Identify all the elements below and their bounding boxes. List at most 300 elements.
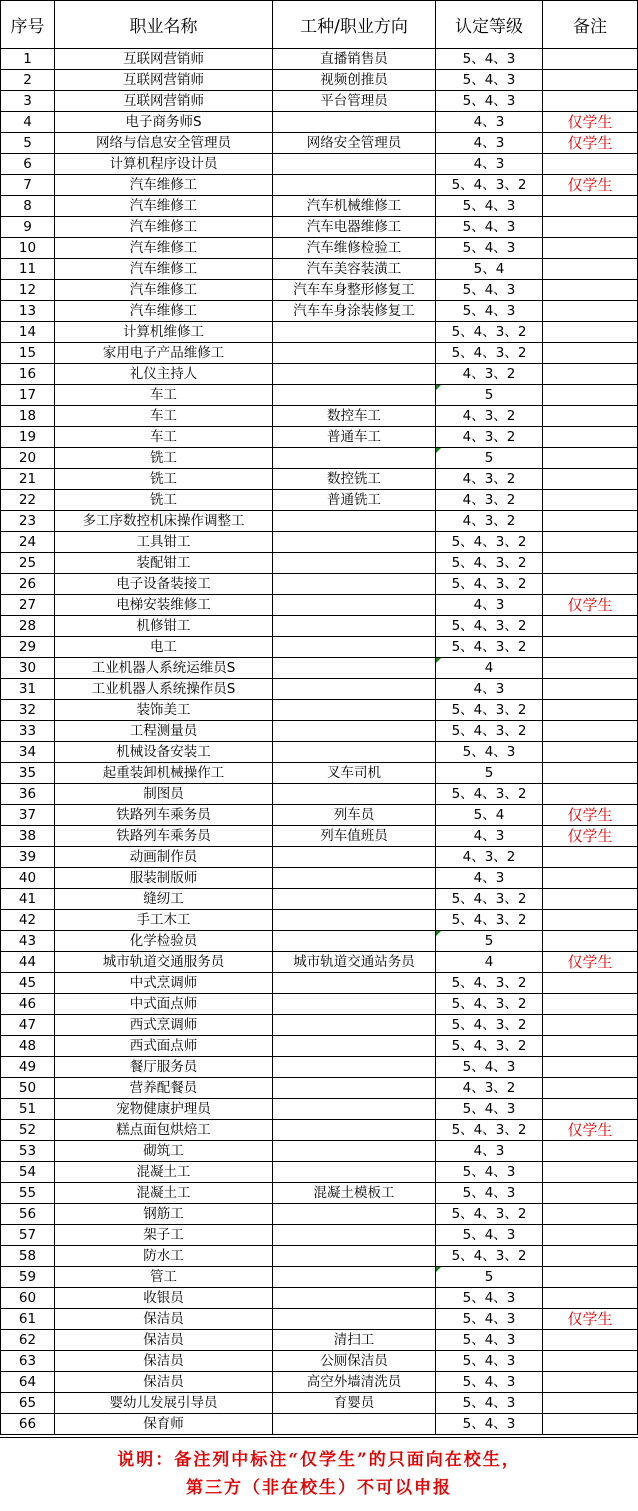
cell-index: 44 [1, 952, 55, 973]
cell-index: 29 [1, 637, 55, 658]
cell-level: 5、4、3、2 [436, 574, 543, 595]
cell-occupation: 混凝土工 [55, 1183, 273, 1204]
cell-direction [273, 700, 436, 721]
cell-direction: 汽车维修检验工 [273, 238, 436, 259]
cell-direction [273, 973, 436, 994]
table-row [1, 910, 638, 931]
cell-level: 5、4、3 [436, 1393, 543, 1414]
cell-direction [273, 847, 436, 868]
cell-note [543, 574, 638, 595]
cell-index: 48 [1, 1036, 55, 1057]
table-row [1, 994, 638, 1015]
cell-level: 5、4、3、2 [436, 322, 543, 343]
cell-level: 5、4 [436, 805, 543, 826]
table-row [1, 1183, 638, 1204]
cell-direction [273, 910, 436, 931]
cell-note [543, 469, 638, 490]
cell-note [543, 616, 638, 637]
cell-index: 16 [1, 364, 55, 385]
cell-direction [273, 385, 436, 406]
header-level: 认定等级 [436, 1, 543, 49]
table-row [1, 427, 638, 448]
cell-occupation: 机修钳工 [55, 616, 273, 637]
cell-occupation: 西式面点师 [55, 1036, 273, 1057]
cell-index: 52 [1, 1120, 55, 1141]
cell-occupation: 铁路列车乘务员 [55, 805, 273, 826]
cell-occupation: 电子设备装接工 [55, 574, 273, 595]
cell-occupation: 铣工 [55, 448, 273, 469]
cell-occupation: 车工 [55, 406, 273, 427]
cell-occupation: 工具钳工 [55, 532, 273, 553]
cell-index: 3 [1, 91, 55, 112]
cell-level: 4、3 [436, 595, 543, 616]
table-row [1, 1414, 638, 1435]
cell-direction [273, 994, 436, 1015]
table-row [1, 679, 638, 700]
cell-note [543, 1246, 638, 1267]
cell-level: 5、4、3、2 [436, 1036, 543, 1057]
cell-level: 5、4、3 [436, 1057, 543, 1078]
cell-occupation: 汽车维修工 [55, 280, 273, 301]
cell-direction [273, 595, 436, 616]
cell-level: 5、4、3 [436, 1183, 543, 1204]
cell-level: 4、3、2 [436, 469, 543, 490]
cell-index: 26 [1, 574, 55, 595]
cell-note [543, 1372, 638, 1393]
table-row [1, 1099, 638, 1120]
cell-occupation: 铣工 [55, 469, 273, 490]
cell-occupation: 砌筑工 [55, 1141, 273, 1162]
cell-note [543, 1288, 638, 1309]
cell-occupation: 中式面点师 [55, 994, 273, 1015]
table-row [1, 322, 638, 343]
cell-level: 5 [436, 385, 543, 406]
table-row [1, 1393, 638, 1414]
cell-level: 4 [436, 952, 543, 973]
table-row [1, 1057, 638, 1078]
cell-level: 4、3、2 [436, 511, 543, 532]
table-row [1, 175, 638, 196]
cell-direction [273, 532, 436, 553]
cell-occupation: 手工木工 [55, 910, 273, 931]
table-row [1, 112, 638, 133]
cell-note: 仅学生 [543, 112, 638, 133]
table-row [1, 133, 638, 154]
cell-level: 5、4、3、2 [436, 532, 543, 553]
cell-direction [273, 1015, 436, 1036]
table-row [1, 847, 638, 868]
cell-level: 4、3 [436, 154, 543, 175]
table-row [1, 532, 638, 553]
cell-note [543, 154, 638, 175]
cell-occupation: 汽车维修工 [55, 196, 273, 217]
table-row [1, 1246, 638, 1267]
cell-occupation: 制图员 [55, 784, 273, 805]
cell-direction: 普通铣工 [273, 490, 436, 511]
cell-index: 2 [1, 70, 55, 91]
cell-level: 5 [436, 763, 543, 784]
cell-level: 4、3 [436, 868, 543, 889]
cell-level: 4、3、2 [436, 847, 543, 868]
cell-occupation: 保洁员 [55, 1309, 273, 1330]
cell-occupation: 糕点面包烘焙工 [55, 1120, 273, 1141]
cell-direction [273, 1162, 436, 1183]
cell-direction [273, 679, 436, 700]
header-index: 序号 [1, 1, 55, 49]
cell-note [543, 343, 638, 364]
cell-direction: 汽车车身涂装修复工 [273, 301, 436, 322]
table-row [1, 658, 638, 679]
cell-note [543, 700, 638, 721]
cell-index: 18 [1, 406, 55, 427]
cell-level: 5、4、3、2 [436, 784, 543, 805]
table-row [1, 616, 638, 637]
cell-index: 49 [1, 1057, 55, 1078]
cell-index: 10 [1, 238, 55, 259]
cell-occupation: 化学检验员 [55, 931, 273, 952]
cell-note [543, 889, 638, 910]
cell-note: 仅学生 [543, 805, 638, 826]
cell-level: 5、4、3、2 [436, 637, 543, 658]
table-row [1, 637, 638, 658]
cell-direction [273, 553, 436, 574]
cell-note [543, 553, 638, 574]
cell-direction: 汽车美容装潢工 [273, 259, 436, 280]
cell-level: 5、4、3 [436, 217, 543, 238]
cell-note [543, 91, 638, 112]
cell-direction: 平台管理员 [273, 91, 436, 112]
cell-index: 13 [1, 301, 55, 322]
cell-level: 5、4、3、2 [436, 553, 543, 574]
cell-occupation: 工业机器人系统运维员S [55, 658, 273, 679]
cell-index: 22 [1, 490, 55, 511]
cell-note [543, 427, 638, 448]
cell-direction [273, 1414, 436, 1435]
cell-note [543, 49, 638, 70]
cell-direction: 清扫工 [273, 1330, 436, 1351]
cell-note [543, 679, 638, 700]
cell-index: 33 [1, 721, 55, 742]
cell-occupation: 保洁员 [55, 1330, 273, 1351]
table-row [1, 217, 638, 238]
table-row [1, 259, 638, 280]
cell-index: 32 [1, 700, 55, 721]
cell-occupation: 起重装卸机械操作工 [55, 763, 273, 784]
cell-occupation: 收银员 [55, 1288, 273, 1309]
cell-index: 60 [1, 1288, 55, 1309]
cell-note [543, 973, 638, 994]
cell-direction: 视频创推员 [273, 70, 436, 91]
cell-note [543, 238, 638, 259]
cell-level: 5、4、3、2 [436, 700, 543, 721]
cell-index: 11 [1, 259, 55, 280]
cell-index: 30 [1, 658, 55, 679]
cell-occupation: 机械设备安装工 [55, 742, 273, 763]
cell-index: 58 [1, 1246, 55, 1267]
cell-index: 61 [1, 1309, 55, 1330]
table-row [1, 784, 638, 805]
cell-index: 59 [1, 1267, 55, 1288]
cell-level: 4、3、2 [436, 406, 543, 427]
cell-index: 47 [1, 1015, 55, 1036]
cell-note [543, 763, 638, 784]
cell-occupation: 西式烹调师 [55, 1015, 273, 1036]
table-row [1, 826, 638, 847]
cell-occupation: 汽车维修工 [55, 301, 273, 322]
cell-direction [273, 112, 436, 133]
cell-index: 9 [1, 217, 55, 238]
cell-occupation: 工业机器人系统操作员S [55, 679, 273, 700]
table-row [1, 91, 638, 112]
cell-note [543, 490, 638, 511]
table-row [1, 973, 638, 994]
cell-note [543, 1351, 638, 1372]
cell-level: 4、3、2 [436, 1078, 543, 1099]
cell-index: 8 [1, 196, 55, 217]
cell-occupation: 礼仪主持人 [55, 364, 273, 385]
cell-direction: 叉车司机 [273, 763, 436, 784]
cell-note [543, 847, 638, 868]
table-row [1, 1015, 638, 1036]
cell-direction [273, 784, 436, 805]
cell-level: 4、3 [436, 679, 543, 700]
cell-level: 5、4、3 [436, 91, 543, 112]
cell-occupation: 保洁员 [55, 1372, 273, 1393]
cell-occupation: 服装制版师 [55, 868, 273, 889]
cell-note [543, 994, 638, 1015]
cell-level: 5、4、3、2 [436, 973, 543, 994]
cell-direction: 城市轨道交通站务员 [273, 952, 436, 973]
cell-level: 5、4 [436, 259, 543, 280]
cell-occupation: 混凝土工 [55, 1162, 273, 1183]
table-row [1, 1120, 638, 1141]
cell-occupation: 装饰美工 [55, 700, 273, 721]
table-row [1, 1162, 638, 1183]
cell-index: 50 [1, 1078, 55, 1099]
cell-index: 4 [1, 112, 55, 133]
cell-direction [273, 1309, 436, 1330]
cell-level: 5、4、3 [436, 1330, 543, 1351]
cell-note [543, 280, 638, 301]
cell-occupation: 婴幼儿发展引导员 [55, 1393, 273, 1414]
table-body [1, 49, 638, 1435]
cell-occupation: 汽车维修工 [55, 217, 273, 238]
cell-occupation: 车工 [55, 427, 273, 448]
cell-note [543, 532, 638, 553]
cell-direction [273, 1036, 436, 1057]
cell-level: 5、4、3、2 [436, 1120, 543, 1141]
cell-note [543, 1015, 638, 1036]
cell-direction [273, 511, 436, 532]
cell-note [543, 1036, 638, 1057]
cell-index: 7 [1, 175, 55, 196]
cell-index: 23 [1, 511, 55, 532]
cell-note [543, 1078, 638, 1099]
cell-index: 19 [1, 427, 55, 448]
cell-index: 35 [1, 763, 55, 784]
cell-level: 5、4、3、2 [436, 910, 543, 931]
cell-direction [273, 175, 436, 196]
cell-occupation: 计算机维修工 [55, 322, 273, 343]
cell-note [543, 1393, 638, 1414]
table-row [1, 490, 638, 511]
cell-direction: 汽车电器维修工 [273, 217, 436, 238]
table-row [1, 868, 638, 889]
cell-note [543, 1099, 638, 1120]
cell-direction: 列车值班员 [273, 826, 436, 847]
cell-index: 37 [1, 805, 55, 826]
table-row [1, 469, 638, 490]
cell-occupation: 城市轨道交通服务员 [55, 952, 273, 973]
cell-note [543, 1141, 638, 1162]
cell-occupation: 钢筋工 [55, 1204, 273, 1225]
cell-direction: 高空外墙清洗员 [273, 1372, 436, 1393]
cell-note: 仅学生 [543, 826, 638, 847]
cell-level: 5、4、3 [436, 742, 543, 763]
cell-note [543, 385, 638, 406]
cell-index: 42 [1, 910, 55, 931]
cell-index: 17 [1, 385, 55, 406]
cell-direction: 公厕保洁员 [273, 1351, 436, 1372]
cell-level: 5、4、3 [436, 238, 543, 259]
footer-note [0, 1437, 638, 1511]
table-row [1, 280, 638, 301]
cell-occupation: 互联网营销师 [55, 91, 273, 112]
cell-note [543, 868, 638, 889]
table-row [1, 1372, 638, 1393]
table-header-row [1, 1, 638, 49]
table-row [1, 574, 638, 595]
cell-direction: 网络安全管理员 [273, 133, 436, 154]
cell-direction [273, 742, 436, 763]
cell-level: 5、4、3 [436, 1309, 543, 1330]
cell-level: 5 [436, 931, 543, 952]
cell-note [543, 217, 638, 238]
cell-index: 12 [1, 280, 55, 301]
table-row [1, 196, 638, 217]
cell-occupation: 架子工 [55, 1225, 273, 1246]
table-row [1, 1078, 638, 1099]
cell-direction [273, 658, 436, 679]
cell-level: 5、4、3、2 [436, 343, 543, 364]
cell-note: 仅学生 [543, 1309, 638, 1330]
cell-occupation: 保洁员 [55, 1351, 273, 1372]
cell-index: 40 [1, 868, 55, 889]
cell-note: 仅学生 [543, 175, 638, 196]
cell-note [543, 1162, 638, 1183]
table-row [1, 343, 638, 364]
table-row [1, 742, 638, 763]
cell-direction [273, 322, 436, 343]
cell-index: 54 [1, 1162, 55, 1183]
table-row [1, 1288, 638, 1309]
cell-level: 4、3、2 [436, 490, 543, 511]
cell-index: 6 [1, 154, 55, 175]
cell-level: 5、4、3 [436, 49, 543, 70]
cell-note [543, 1225, 638, 1246]
cell-note [543, 1330, 638, 1351]
cell-index: 14 [1, 322, 55, 343]
cell-index: 39 [1, 847, 55, 868]
cell-note [543, 448, 638, 469]
cell-level: 5、4、3 [436, 70, 543, 91]
cell-direction: 列车员 [273, 805, 436, 826]
cell-index: 25 [1, 553, 55, 574]
cell-occupation: 装配钳工 [55, 553, 273, 574]
cell-occupation: 缝纫工 [55, 889, 273, 910]
cell-level: 5、4、3 [436, 1372, 543, 1393]
cell-index: 65 [1, 1393, 55, 1414]
cell-direction [273, 1120, 436, 1141]
cell-level: 5、4、3 [436, 1351, 543, 1372]
cell-note [543, 1183, 638, 1204]
cell-level: 5、4、3 [436, 1288, 543, 1309]
cell-occupation: 家用电子产品维修工 [55, 343, 273, 364]
cell-direction [273, 1246, 436, 1267]
cell-direction [273, 343, 436, 364]
cell-level: 5 [436, 448, 543, 469]
cell-index: 21 [1, 469, 55, 490]
cell-occupation: 电梯安装维修工 [55, 595, 273, 616]
cell-note [543, 658, 638, 679]
cell-level: 5、4、3 [436, 196, 543, 217]
cell-note [543, 196, 638, 217]
table-row [1, 1330, 638, 1351]
table-row [1, 1141, 638, 1162]
cell-occupation: 防水工 [55, 1246, 273, 1267]
cell-occupation: 工程测量员 [55, 721, 273, 742]
cell-level: 5、4、3 [436, 301, 543, 322]
cell-occupation: 管工 [55, 1267, 273, 1288]
table-row [1, 805, 638, 826]
footer-line-1: 说明：备注列中标注“仅学生”的只面向在校生， [117, 1450, 521, 1470]
cell-level: 5、4、3、2 [436, 616, 543, 637]
cell-direction: 数控车工 [273, 406, 436, 427]
table-row [1, 553, 638, 574]
table-row [1, 595, 638, 616]
cell-occupation: 互联网营销师 [55, 70, 273, 91]
cell-note [543, 259, 638, 280]
cell-index: 53 [1, 1141, 55, 1162]
cell-index: 31 [1, 679, 55, 700]
cell-index: 20 [1, 448, 55, 469]
table-row [1, 1351, 638, 1372]
table-row [1, 70, 638, 91]
cell-direction [273, 1078, 436, 1099]
cell-note [543, 301, 638, 322]
cell-index: 64 [1, 1372, 55, 1393]
cell-level: 4、3 [436, 133, 543, 154]
cell-level: 5、4、3、2 [436, 1246, 543, 1267]
cell-note [543, 1204, 638, 1225]
table-row [1, 154, 638, 175]
cell-direction [273, 1267, 436, 1288]
cell-level: 4、3 [436, 826, 543, 847]
cell-level: 5、4、3 [436, 1099, 543, 1120]
cell-index: 1 [1, 49, 55, 70]
cell-direction [273, 154, 436, 175]
table-row [1, 1225, 638, 1246]
cell-occupation: 汽车维修工 [55, 259, 273, 280]
table-row [1, 511, 638, 532]
cell-occupation: 动画制作员 [55, 847, 273, 868]
cell-direction: 汽车车身整形修复工 [273, 280, 436, 301]
cell-index: 63 [1, 1351, 55, 1372]
cell-note [543, 1267, 638, 1288]
cell-level: 5、4、3 [436, 280, 543, 301]
cell-note: 仅学生 [543, 595, 638, 616]
cell-level: 5、4、3 [436, 1225, 543, 1246]
